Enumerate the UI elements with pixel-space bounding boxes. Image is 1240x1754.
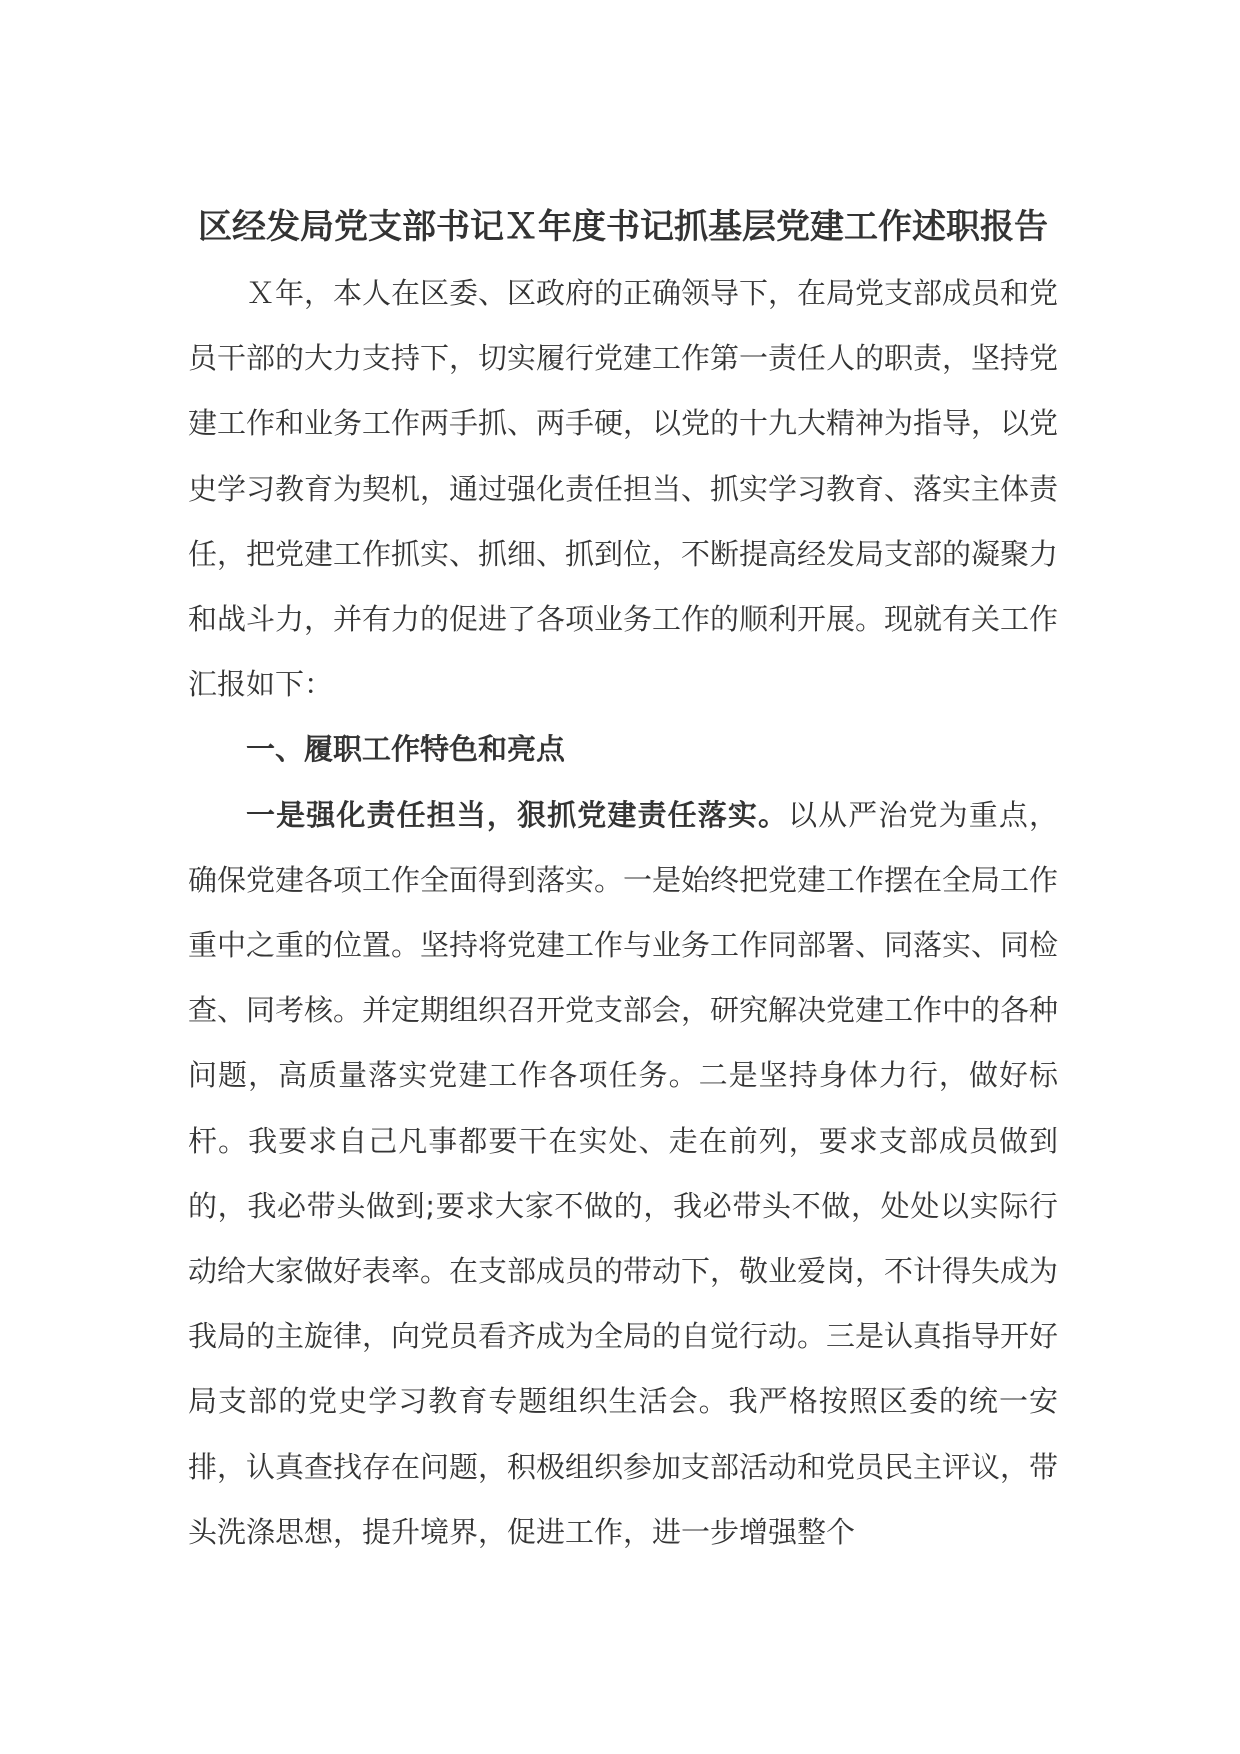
- document-title: 区经发局党支部书记Ｘ年度书记抓基层党建工作述职报告: [198, 207, 1048, 247]
- section-heading: 一、履职工作特色和亮点: [246, 732, 566, 767]
- point-one-body: 以从严治党为重点，确保党建各项工作全面得到落实。一是始终把党建工作摆在全局工作重中之重的位置。坚持将党建工作与业务工作同部署、同落实、同检查、同考核。并定期组织召开党支部会，研究解决党建工作中的各种问题，高质量落实党建工作各项任务。二是坚持身体力行，做好标杆。我要求自己凡事都要干在实处、走在前列，要求支部成员做到的，我必带头做到;要求大家不做的，我必带头不做，处处以实际行动给大家做好表率。在支部成员的带动下，敬业爱岗，不计得失成为我局的主旋律，向党员看齐成为全局的自觉行动。三是认真指导开好局支部的党史学习教育专题组织生活会。我严格按照区委的统一安排，认真查找存在问题，积极组织参加支部活动和党员民主评议，带头洗涤思想，提升境界，促进工作，进一步增强整个: [188, 797, 1059, 1549]
- point-one-lead: 一是强化责任担当，狠抓党建责任落实。: [246, 797, 789, 832]
- document-body: [188, 203, 1058, 1565]
- intro-paragraph: Ｘ年，本人在区委、区政府的正确领导下，在局党支部成员和党员干部的大力支持下，切实履行党建工作第一责任人的职责，坚持党建工作和业务工作两手抓、两手硬，以党的十九大精神为指导，以党史学习教育为契机，通过强化责任担当、抓实学习教育、落实主体责任，把党建工作抓实、抓细、抓到位，不断提高经发局支部的凝聚力和战斗力，并有力的促进了各项业务工作的顺利开展。现就有关工作汇报如下：: [188, 276, 1059, 702]
- point-one-paragraph: [188, 783, 1058, 1565]
